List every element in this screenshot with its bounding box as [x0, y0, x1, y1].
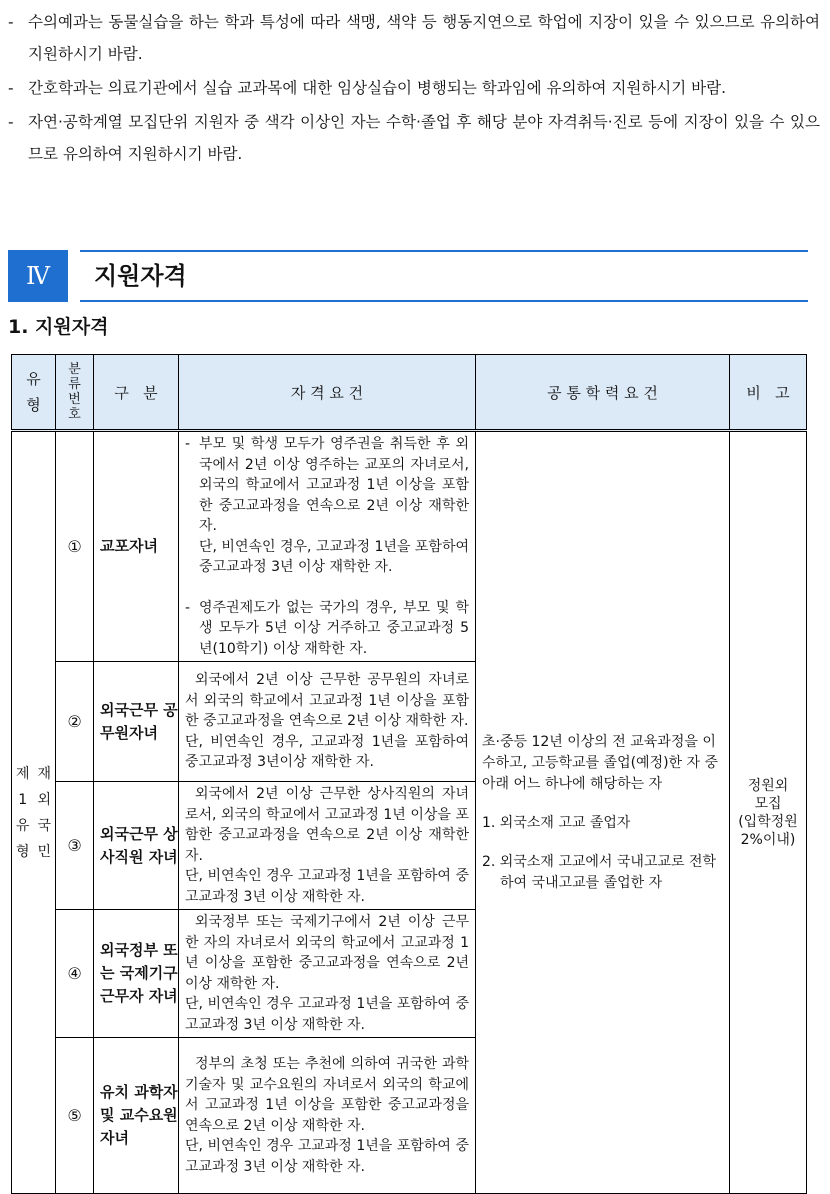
table-row	[12, 431, 807, 662]
header-remark: 비 고	[730, 355, 807, 431]
section-rule-bottom	[80, 300, 808, 302]
row-requirement: - 부모 및 학생 모두가 영주권을 취득한 후 외국에서 2년 이상 영주하는 교포의 자녀로서, 외국의 학교에서 고교과정 1년 이상을 포함한 중고교과정을 연속으로 2년 이상 재학한 자. 단, 비연속인 경우, 고교과정 1년을 포함하여 중고교과정 3년 이상 재학한 자. - 영주권제도가 없는 국가의 경우, 부모 및 학생 모두가 5년 이상 거주하고 중고교과정 5년(10학기) 이상 재학한 자.	[179, 431, 476, 662]
header-category: 구 분	[94, 355, 179, 431]
remark-cell: 정원외 모집 (입학정원 2%이내)	[730, 431, 807, 1194]
header-requirement: 자 격 요 건	[179, 355, 476, 431]
section-number: Ⅳ	[8, 250, 68, 302]
section-title: 지원자격	[94, 262, 187, 290]
row-requirement: 외국정부 또는 국제기구에서 2년 이상 근무한 자의 자녀로서 외국의 학교에서 고교과정 1년 이상을 포함한 중고교과정을 연속으로 2년 이상 재학한 자. 단, 비연속인 경우 고교과정 1년을 포함하여 중고교과정 3년 이상 재학한 자.	[179, 910, 476, 1038]
note-bullet: -	[8, 13, 14, 31]
row-number: ⑤	[56, 1038, 94, 1194]
note-item	[8, 72, 820, 104]
row-category: 교포자녀	[94, 431, 179, 662]
row-requirement: 외국에서 2년 이상 근무한 상사직원의 자녀로서, 외국의 학교에서 고교과정 1년 이상을 포함한 중고교과정을 연속으로 2년 이상 재학한 자. 단, 비연속인 경우 고교과정 1년을 포함하여 중고교과정 3년 이상 재학한 자.	[179, 782, 476, 910]
section-rule-top	[80, 250, 808, 252]
note-text: 간호학과는 의료기관에서 실습 교과목에 대한 임상실습이 병행되는 학과임에 유의하여 지원하시기 바람.	[28, 79, 727, 97]
row-requirement: 외국에서 2년 이상 근무한 공무원의 자녀로서 외국의 학교에서 고교과정 1년 이상을 포함한 중고교과정을 연속으로 2년 이상 재학한 자. 단, 비연속인 경우, 고교과정 1년을 포함하여 중고교과정 3년이상 재학한 자.	[179, 662, 476, 782]
table-header-row	[12, 355, 807, 431]
note-bullet: -	[8, 113, 14, 131]
header-classno: 분 류 번 호	[56, 355, 94, 431]
note-item	[8, 106, 820, 170]
eligibility-table	[11, 354, 807, 1194]
row-number: ④	[56, 910, 94, 1038]
common-requirement: 초·중등 12년 이상의 전 교육과정을 이수하고, 고등학교를 졸업(예정)한 자 중 아래 어느 하나에 해당하는 자 1. 외국소재 고교 졸업자 2. 외국소재 고교에서 국내고교로 전학하여 국내고교를 졸업한 자	[476, 431, 730, 1194]
row-requirement: 정부의 초청 또는 추천에 의하여 귀국한 과학기술자 및 교수요원의 자녀로서 외국의 학교에서 고교과정 1년 이상을 포함한 중고교과정을 연속으로 2년 이상 재학한 자. 단, 비연속인 경우 고교과정 1년을 포함하여 중고교과정 3년 이상 재학한 자.	[179, 1038, 476, 1194]
row-category: 외국정부 또는 국제기구 근무자 자녀	[94, 910, 179, 1038]
row-category: 외국근무 상사직원 자녀	[94, 782, 179, 910]
row-category: 유치 과학자 및 교수요원 자녀	[94, 1038, 179, 1194]
note-bullet: -	[8, 79, 14, 97]
group-label: 재 외 국 민	[34, 431, 56, 1194]
subheading: 1. 지원자격	[8, 316, 109, 338]
note-text: 수의예과는 동물실습을 하는 학과 특성에 따라 색맹, 색약 등 행동지연으로 학업에 지장이 있을 수 있으므로 유의하여 지원하시기 바람.	[28, 13, 820, 63]
section-header	[8, 250, 808, 302]
notes-list	[8, 6, 820, 172]
note-item	[8, 6, 820, 70]
note-text: 자연·공학계열 모집단위 지원자 중 색각 이상인 자는 수학·졸업 후 해당 분야 자격취득·진로 등에 지장이 있을 수 있으므로 유의하여 지원하시기 바람.	[28, 113, 820, 163]
row-category: 외국근무 공무원자녀	[94, 662, 179, 782]
type-label: 제 1 유 형	[12, 431, 34, 1194]
row-number: ③	[56, 782, 94, 910]
row-number: ①	[56, 431, 94, 662]
header-common: 공 통 학 력 요 건	[476, 355, 730, 431]
header-type: 유 형	[12, 355, 56, 431]
row-number: ②	[56, 662, 94, 782]
